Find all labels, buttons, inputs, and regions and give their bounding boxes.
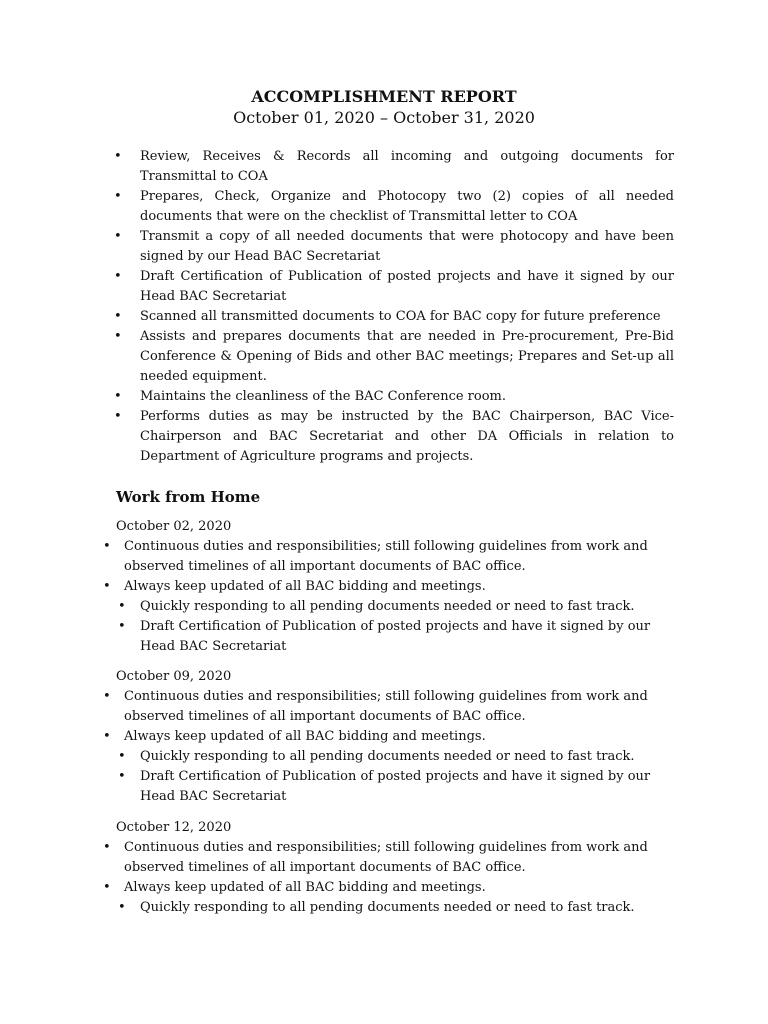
list-item <box>100 687 660 727</box>
sub-list-item <box>100 767 660 807</box>
item-text: Quickly responding to all pending documents needed or need to fast track. <box>140 900 635 915</box>
bullet-icon: • <box>103 689 111 704</box>
item-text: Quickly responding to all pending documents needed or need to fast track. <box>140 749 635 764</box>
day-date: October 02, 2020 <box>116 519 232 534</box>
list-item <box>100 577 660 597</box>
section-heading-work-from-home: Work from Home <box>116 488 261 506</box>
bullet-icon: • <box>114 409 122 424</box>
sub-list-item <box>100 747 660 767</box>
day-date: October 09, 2020 <box>116 669 232 684</box>
bullet-icon: • <box>118 599 126 614</box>
item-text: Quickly responding to all pending documents needed or need to fast track. <box>140 599 635 614</box>
duty-text: Maintains the cleanliness of the BAC Conference room. <box>140 389 507 404</box>
item-text: Always keep updated of all BAC bidding and meetings. <box>124 579 486 594</box>
item-text: Continuous duties and responsibilities; still following guidelines from work and observed timelines of all important documents of BAC office. <box>124 689 648 724</box>
duty-item <box>114 327 674 387</box>
duty-text: Transmit a copy of all needed documents that were photocopy and have been signed by our Head BAC Secretariat <box>140 229 674 264</box>
sub-list-item <box>100 898 660 918</box>
bullet-icon: • <box>114 389 122 404</box>
bullet-icon: • <box>114 189 122 204</box>
bullet-icon: • <box>114 149 122 164</box>
bullet-icon: • <box>118 900 126 915</box>
list-item <box>100 838 660 878</box>
day-items <box>100 687 660 807</box>
duty-text: Review, Receives & Records all incoming and outgoing documents for Transmittal to COA <box>140 149 674 184</box>
list-item <box>100 537 660 577</box>
item-text: Draft Certification of Publication of posted projects and have it signed by our Head BAC Secretariat <box>140 619 651 654</box>
day-items <box>100 838 660 918</box>
duty-text: Draft Certification of Publication of posted projects and have it signed by our Head BAC Secretariat <box>140 269 674 304</box>
bullet-icon: • <box>118 769 126 784</box>
day-items <box>100 537 660 657</box>
item-text: Continuous duties and responsibilities; still following guidelines from work and observed timelines of all important documents of BAC office. <box>124 840 648 875</box>
bullet-icon: • <box>103 729 111 744</box>
item-text: Draft Certification of Publication of posted projects and have it signed by our Head BAC Secretariat <box>140 769 651 804</box>
day-entry <box>100 818 660 918</box>
report-period: October 01, 2020 – October 31, 2020 <box>233 108 535 127</box>
bullet-icon: • <box>114 269 122 284</box>
duty-text: Scanned all transmitted documents to COA for BAC copy for future preference <box>140 309 661 324</box>
list-item <box>100 727 660 747</box>
duty-item <box>114 187 674 227</box>
sub-list-item <box>100 597 660 617</box>
item-text: Continuous duties and responsibilities; still following guidelines from work and observed timelines of all important documents of BAC office. <box>124 539 648 574</box>
item-text: Always keep updated of all BAC bidding and meetings. <box>124 729 486 744</box>
bullet-icon: • <box>103 840 111 855</box>
bullet-icon: • <box>114 229 122 244</box>
day-entry <box>100 667 660 807</box>
bullet-icon: • <box>103 880 111 895</box>
duty-item <box>114 387 674 407</box>
bullet-icon: • <box>118 749 126 764</box>
duty-item <box>114 407 674 467</box>
day-entry <box>100 517 660 657</box>
bullet-icon: • <box>114 329 122 344</box>
bullet-icon: • <box>103 539 111 554</box>
bullet-icon: • <box>118 619 126 634</box>
duty-item <box>114 267 674 307</box>
sub-list-item <box>100 617 660 657</box>
duty-item <box>114 227 674 267</box>
duty-text: Assists and prepares documents that are needed in Pre-procurement, Pre-Bid Conference & Opening of Bids and other BAC meetings; Prepares and Set-up all needed equipment. <box>140 329 674 384</box>
bullet-icon: • <box>114 309 122 324</box>
report-header <box>0 86 768 128</box>
duty-item <box>114 307 674 327</box>
bullet-icon: • <box>103 579 111 594</box>
report-title: ACCOMPLISHMENT REPORT <box>251 87 517 106</box>
duty-item <box>114 147 674 187</box>
day-date: October 12, 2020 <box>116 820 232 835</box>
item-text: Always keep updated of all BAC bidding and meetings. <box>124 880 486 895</box>
duties-list <box>114 147 674 467</box>
list-item <box>100 878 660 898</box>
duty-text: Prepares, Check, Organize and Photocopy two (2) copies of all needed documents that were on the checklist of Transmittal letter to COA <box>140 189 674 224</box>
duty-text: Performs duties as may be instructed by the BAC Chairperson, BAC Vice-Chairperson and BAC Secretariat and other DA Officials in relation to Department of Agriculture programs and projects. <box>140 409 674 464</box>
